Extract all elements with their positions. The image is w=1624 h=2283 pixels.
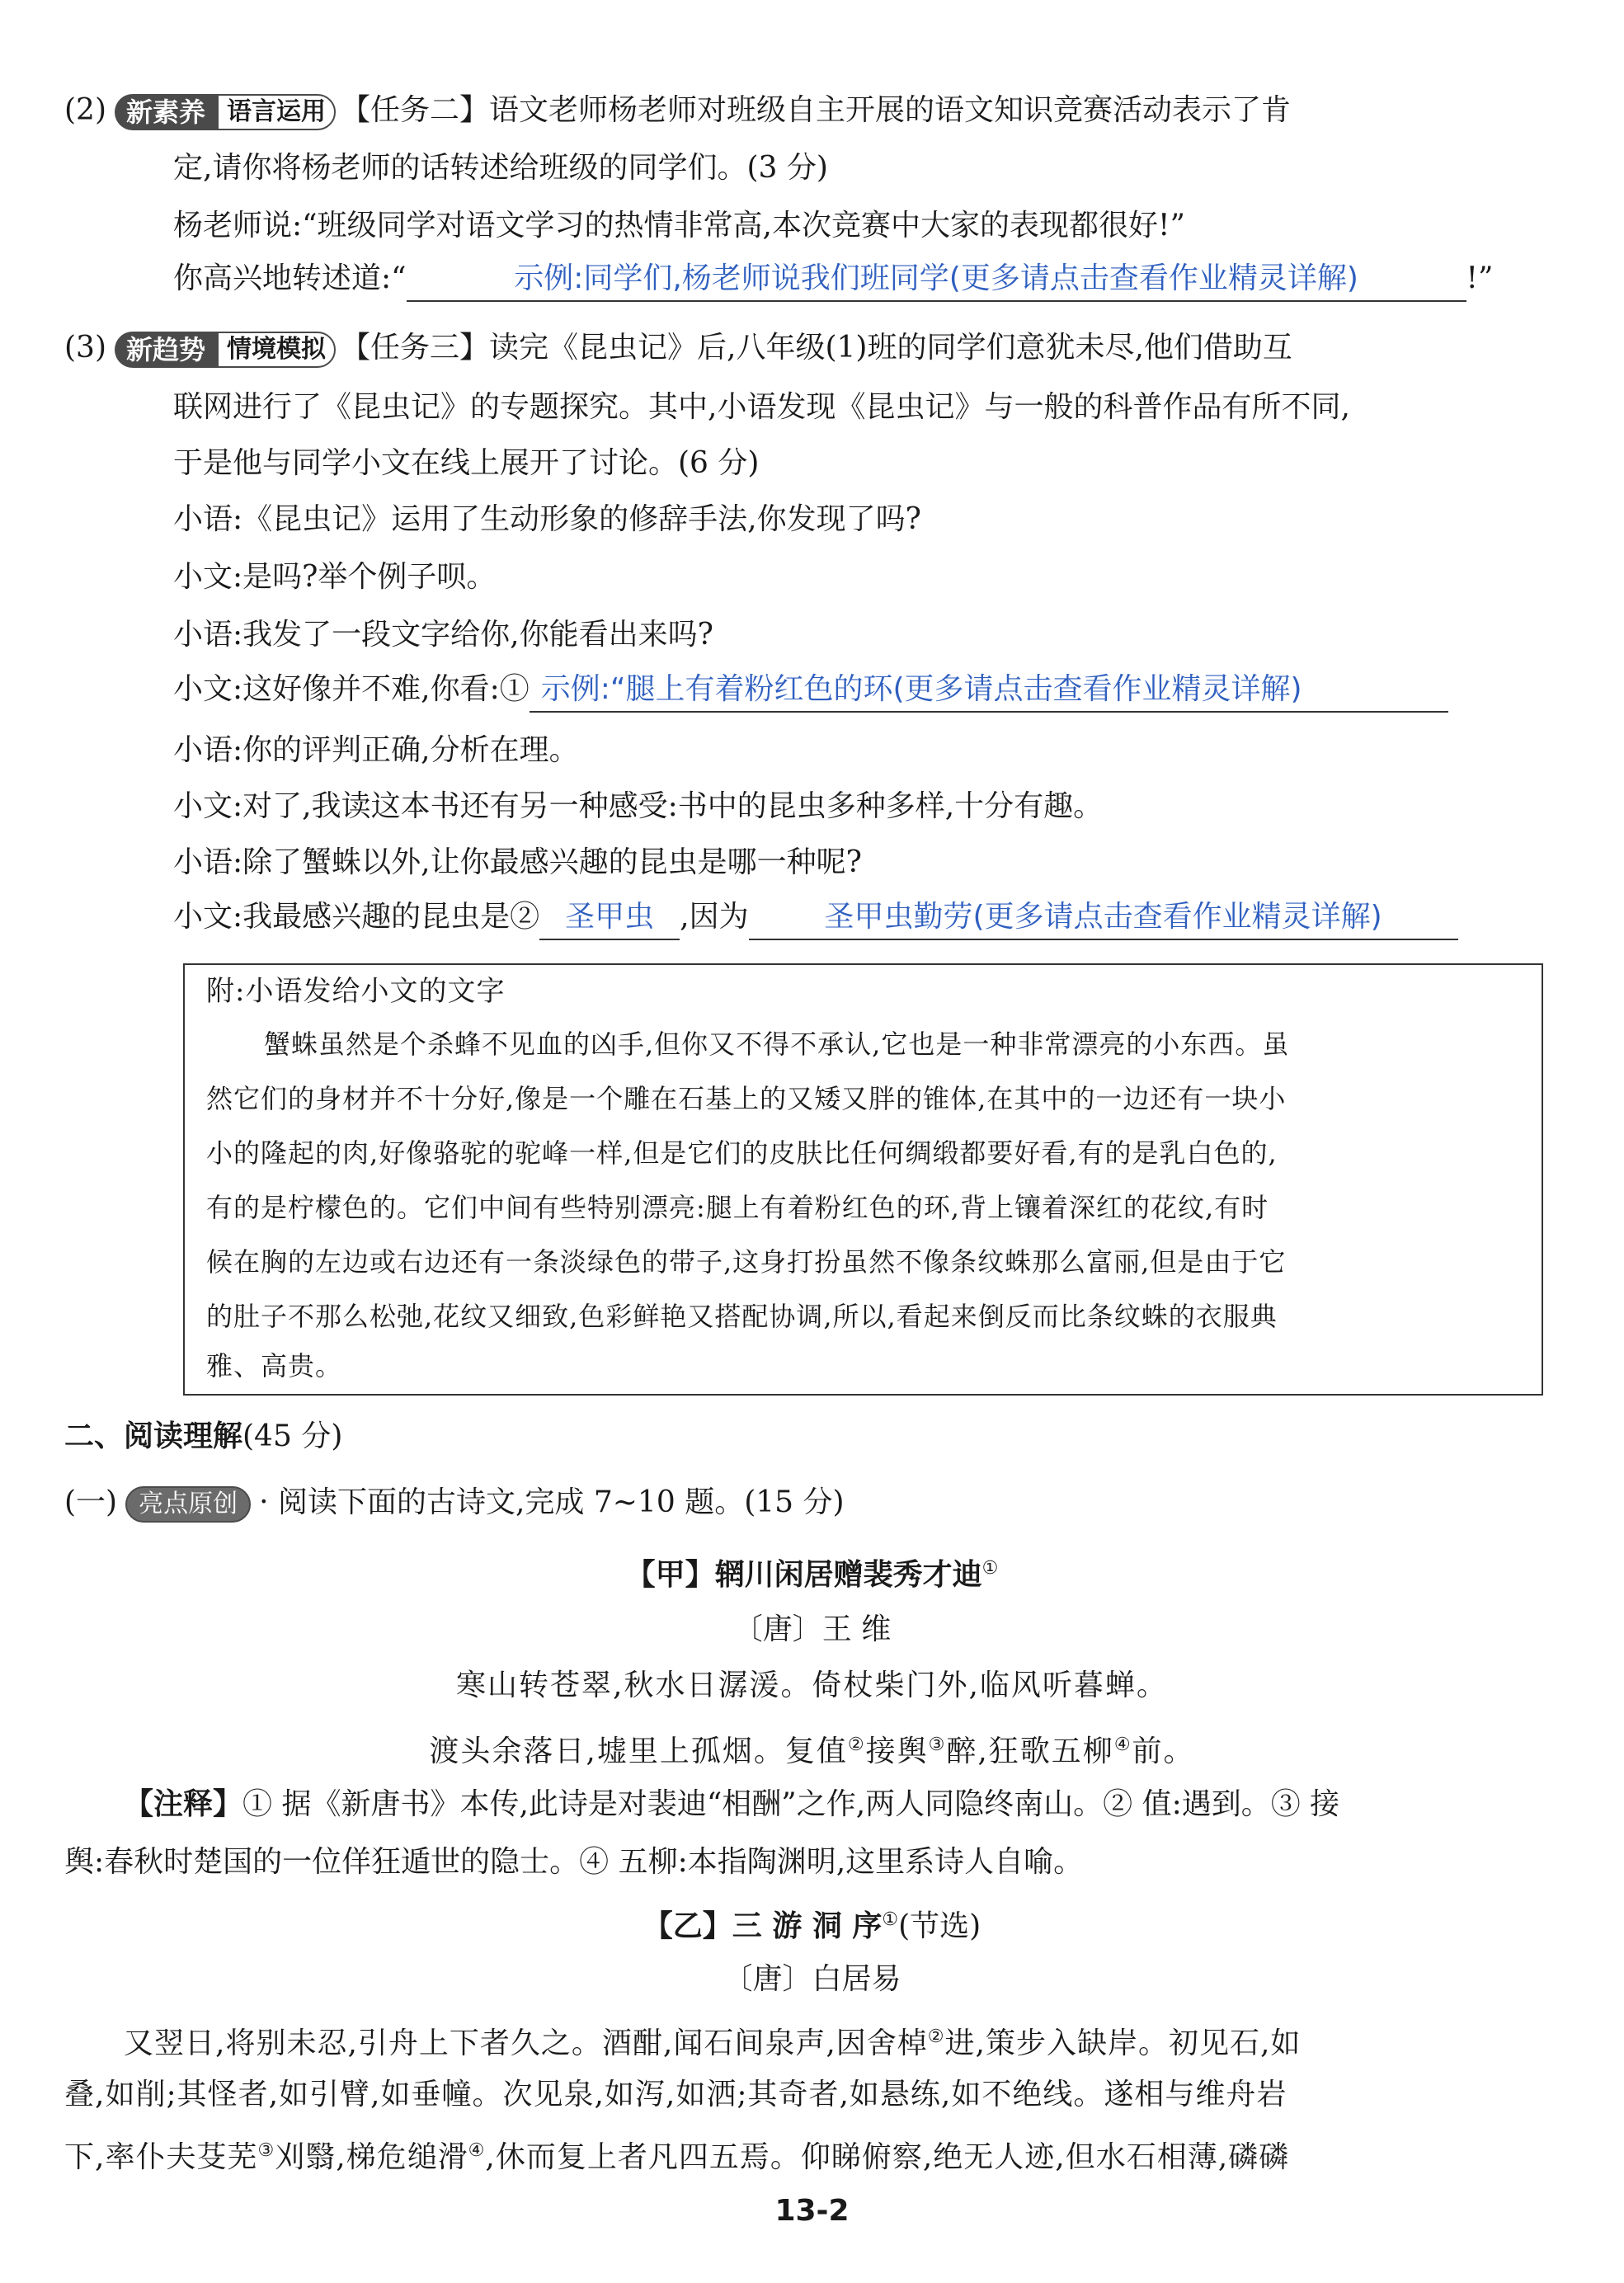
box-line-1: 蟹蛛虽然是个杀蜂不见血的凶手,但你又不得不承认,它也是一种非常漂亮的小东西。虽 (264, 1029, 1290, 1060)
poem-note-2: ② (847, 1735, 866, 1755)
badge-original: 亮点原创 (125, 1486, 251, 1523)
badge-language-use: 语言运用 (217, 94, 336, 130)
poem-line-2 (0, 1724, 1624, 1773)
badge-new-literacy: 新素养 (115, 94, 217, 130)
prose-title-note: ① (882, 1909, 899, 1930)
dialogue-6: 小文:对了,我读这本书还有另一种感受:书中的昆虫多种多样,十分有趣。 (173, 789, 1104, 823)
box-line-2: 然它们的身材并不十分好,像是一个雕在石基上的又矮又胖的锥体,在其中的一边还有一块小 (206, 1083, 1287, 1114)
subsection-1 (64, 1481, 845, 1524)
section-2-heading (64, 1415, 342, 1458)
q2-answer: 示例:同学们,杨老师说我们班同学(更多请点击查看作业精灵详解) (407, 257, 1466, 302)
poem-author: 〔唐〕王 维 (732, 1612, 892, 1646)
q2-end: !” (1466, 261, 1494, 295)
poem-title (0, 1547, 1624, 1597)
q3-line-1 (64, 327, 1292, 370)
box-line-7: 雅、高贵。 (206, 1350, 343, 1382)
badge-new-trend: 新趋势 (115, 332, 217, 368)
q2-line-2: 定,请你将杨老师的话转述给班级的同学们。(3 分) (173, 151, 828, 185)
box-title: 附:小语发给小文的文字 (206, 975, 506, 1008)
poem-line-2-b: 接舆 (865, 1735, 929, 1768)
q2-line-4 (173, 257, 1493, 302)
box-line-4: 有的是柠檬色的。它们中间有些特别漂亮:腿上有着粉红色的环,背上镶着深红的花纹,有时 (206, 1192, 1269, 1223)
q2-line-3: 杨老师说:“班级同学对语文学习的热情非常高,本次竞赛中大家的表现都很好!” (173, 209, 1185, 242)
prose-line-1 (124, 2016, 1301, 2065)
prose-line-2: 叠,如削;其怪者,如引臂,如垂幢。次见泉,如泻,如洒;其奇者,如悬练,如不绝线。遂相与维舟岩 (64, 2078, 1287, 2111)
dialogue-8-mid: ,因为 (680, 900, 749, 934)
q3-line-3: 于是他与同学小文在线上展开了讨论。(6 分) (173, 446, 760, 480)
poem-line-2-c: 醉,狂歌五柳 (946, 1735, 1114, 1768)
prose-line-3 (64, 2130, 1289, 2179)
q2-prompt: 你高兴地转述道:“ (173, 261, 407, 295)
q2-text-1: 【任务二】语文老师杨老师对班级自主开展的语文知识竞赛活动表示了肯 (341, 93, 1292, 127)
prose-title (0, 1899, 1624, 1948)
page-number: 13-2 (774, 2194, 850, 2228)
poem-notes-2: 舆:春秋时楚国的一位佯狂遁世的隐士。④ 五柳:本指陶渊明,这里系诗人自喻。 (64, 1845, 1084, 1879)
poem-note-4: ④ (1113, 1735, 1132, 1755)
poem-note-3: ③ (928, 1735, 947, 1755)
prose-note-4: ④ (468, 2140, 486, 2161)
prose-title-text: 【乙】三 游 洞 序 (643, 1909, 883, 1943)
box-line-5: 候在胸的左边或右边还有一条淡绿色的带子,这身打扮虽然不像条纹蛛那么富丽,但是由于它 (206, 1246, 1287, 1278)
prose-line-3-a: 下,率仆夫芟芜 (64, 2140, 258, 2174)
poem-line-1: 寒山转苍翠,秋水日潺湲。倚杖柴门外,临风听暮蝉。 (456, 1669, 1168, 1702)
poem-title-text: 【甲】辋川闲居赠裴秀才迪 (625, 1558, 982, 1592)
prose-title-suffix: (节选) (898, 1909, 981, 1943)
subsection-number: (一) (64, 1485, 118, 1519)
notes-text-1: ① 据《新唐书》本传,此诗是对裴迪“相酬”之作,两人同隐终南山。② 值:遇到。③ 接 (242, 1787, 1340, 1821)
poem-title-note: ① (981, 1558, 999, 1579)
dialogue-1: 小语:《昆虫记》运用了生动形象的修辞手法,你发现了吗? (173, 502, 921, 536)
dialogue-4-text: 小文:这好像并不难,你看:① (173, 672, 530, 706)
section-2-title: 二、阅读理解 (64, 1419, 243, 1453)
q3-line-2: 联网进行了《昆虫记》的专题探究。其中,小语发现《昆虫记》与一般的科普作品有所不同, (173, 390, 1350, 424)
box-line-6: 的肚子不那么松弛,花纹又细致,色彩鲜艳又搭配协调,所以,看起来倒反而比条纹蛛的衣服典 (206, 1301, 1278, 1332)
dialogue-7: 小语:除了蟹蛛以外,让你最感兴趣的昆虫是哪一种呢? (173, 845, 862, 879)
dialogue-2: 小文:是吗?举个例子呗。 (173, 560, 497, 594)
answer-2b: 圣甲虫勤劳(更多请点击查看作业精灵详解) (749, 896, 1458, 940)
answer-1: 示例:“腿上有着粉红色的环(更多请点击查看作业精灵详解) (530, 668, 1448, 713)
q2-line-1 (64, 89, 1291, 132)
dialogue-8-text: 小文:我最感兴趣的昆虫是② (173, 900, 540, 934)
attached-text-box (183, 963, 1543, 1396)
prose-note-2: ② (927, 2026, 945, 2047)
section-2-score: (45 分) (242, 1419, 343, 1453)
box-line-3: 小的隆起的肉,好像骆驼的驼峰一样,但是它们的皮肤比任何绸缎都要好看,有的是乳白色的, (206, 1137, 1278, 1169)
answer-2a: 圣甲虫 (539, 896, 680, 940)
dialogue-5: 小语:你的评判正确,分析在理。 (173, 733, 579, 767)
prose-author: 〔唐〕白居易 (723, 1962, 901, 1996)
poem-notes-1 (124, 1783, 1339, 1826)
poem-line-2-a: 渡头余落日,墟里上孤烟。复值 (429, 1735, 848, 1768)
badge-scenario: 情境模拟 (217, 332, 336, 368)
poem-line-2-d: 前。 (1132, 1735, 1195, 1768)
q3-number: (3) (64, 331, 106, 365)
prose-line-3-c: ,休而复上者凡四五焉。仰睇俯察,绝无人迹,但水石相薄,磷磷 (485, 2140, 1290, 2174)
prose-note-3: ③ (257, 2140, 275, 2161)
prose-line-1-b: 进,策步入缺岸。初见石,如 (944, 2026, 1302, 2060)
dialogue-3: 小语:我发了一段文字给你,你能看出来吗? (173, 618, 713, 652)
q3-text-1: 【任务三】读完《昆虫记》后,八年级(1)班的同学们意犹未尽,他们借助互 (341, 331, 1292, 365)
notes-label: 【注释】 (124, 1787, 243, 1821)
dialogue-8 (173, 896, 1458, 940)
q2-number: (2) (64, 93, 106, 127)
subsection-text: · 阅读下面的古诗文,完成 7~10 题。(15 分) (259, 1485, 845, 1519)
prose-line-1-a: 又翌日,将别未忍,引舟上下者久之。酒酣,闻石间泉声,因舍棹 (124, 2026, 928, 2060)
dialogue-4 (173, 668, 1448, 713)
prose-line-3-b: 刈翳,梯危缒滑 (275, 2140, 468, 2174)
